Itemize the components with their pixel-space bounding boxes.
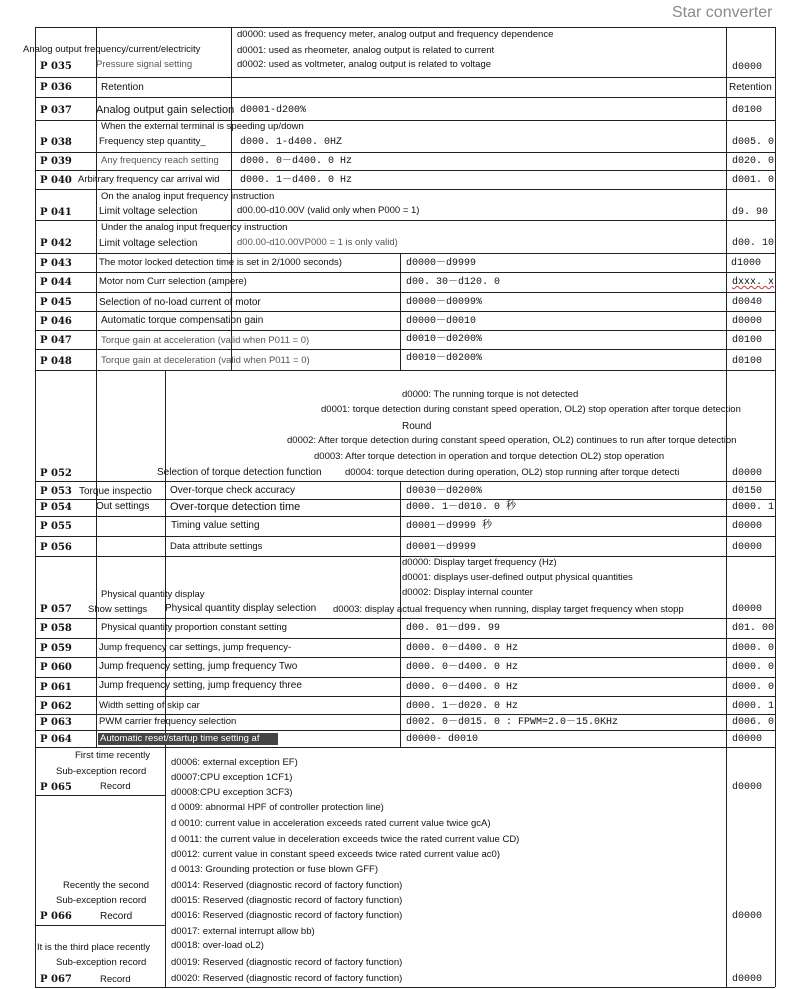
param-note: On the analog input frequency instruction — [101, 191, 275, 202]
param-name: Jump frequency setting, jump frequency Two — [99, 661, 298, 672]
param-name: Timing value setting — [171, 520, 260, 531]
record-label: Sub-exception record — [56, 766, 147, 777]
param-code: P 056 — [40, 542, 72, 553]
option-text: d0008:CPU exception 3CF3) — [171, 787, 293, 798]
range-value: d0010－d0200% — [406, 334, 483, 345]
option-text: d0001: displays user-defined output physical quantities — [402, 572, 633, 583]
default-value: d0100 — [732, 105, 763, 116]
watermark: Star converter — [672, 4, 773, 21]
option-text: d0012: current value in constant speed exceeds twice rated current value ac0) — [171, 849, 500, 860]
record-label: Record — [100, 911, 133, 922]
param-name: Selection of no-load current of motor — [99, 297, 261, 308]
param-code: P 058 — [40, 623, 72, 634]
default-value: d0100 — [732, 356, 763, 367]
default-value: d0000 — [732, 782, 763, 793]
default-value: d020. 0 — [732, 156, 775, 167]
record-label: Record — [100, 974, 131, 985]
param-name: Limit voltage selection — [99, 206, 198, 217]
option-text: d 0009: abnormal HPF of controller protection line) — [171, 802, 384, 813]
param-name: The motor locked detection time is set in 2/1000 seconds) — [99, 257, 342, 268]
record-label: Recently the second — [63, 880, 150, 891]
param-code: P 040 — [40, 175, 72, 186]
param-note: Under the analog input frequency instruction — [101, 222, 288, 233]
default-value: d0040 — [732, 297, 763, 308]
option-text: d0007:CPU exception 1CF1) — [171, 772, 293, 783]
option-text: d0020: Reserved (diagnostic record of factory function) — [171, 973, 403, 984]
default-value: d000. 0 — [732, 643, 775, 654]
default-value: d0000 — [732, 974, 763, 985]
default-value: d0000 — [732, 62, 763, 73]
param-name: Physical quantity proportion constant setting — [101, 622, 287, 633]
range-value: d000. 1－d400. 0 Hz — [240, 175, 353, 186]
default-value: d000. 1 — [732, 502, 775, 513]
default-value: d9. 90 — [732, 207, 769, 218]
param-name: Torque gain at acceleration (valid when P011 = 0) — [101, 335, 310, 346]
param-code: P 046 — [40, 316, 72, 327]
option-text: d0001: used as rheometer, analog output is related to current — [237, 45, 495, 56]
param-code: P 066 — [40, 911, 72, 922]
default-value: d0100 — [732, 335, 763, 346]
param-code: P 067 — [40, 974, 72, 985]
option-text: d0003: After torque detection in operation and torque detection OL2) stop operation — [314, 451, 665, 462]
default-value: dxxx. x — [732, 277, 775, 288]
param-group: Torque inspectio — [79, 486, 152, 497]
default-value: d006. 0 — [732, 717, 775, 728]
record-label: Sub-exception record — [56, 895, 147, 906]
param-code: P 061 — [40, 682, 72, 693]
param-code: P 042 — [40, 238, 72, 249]
param-code: P 045 — [40, 297, 72, 308]
option-text: d0014: Reserved (diagnostic record of factory function) — [171, 880, 403, 891]
option-text: d0004: torque detection during operation, OL2) stop running after torque detecti — [345, 467, 680, 478]
param-name: Retention — [101, 82, 144, 93]
record-label: Record — [100, 781, 131, 792]
option-text: d0002: used as voltmeter, analog output is related to voltage — [237, 59, 492, 70]
param-code: P 044 — [40, 277, 72, 288]
param-code: P 043 — [40, 258, 72, 269]
param-code: P 062 — [40, 701, 72, 712]
default-value: d0000 — [732, 521, 763, 532]
param-name: Data attribute settings — [170, 541, 263, 552]
param-name: Arbitrary frequency car arrival wid — [78, 174, 220, 185]
param-group-line2: Show settings — [88, 604, 148, 615]
option-text: d0015: Reserved (diagnostic record of factory function) — [171, 895, 403, 906]
range-value: d000. 0－d400. 0 Hz — [406, 662, 519, 673]
option-text: d0000: used as frequency meter, analog output and frequency dependence — [237, 29, 554, 40]
param-code: P 057 — [40, 604, 72, 615]
param-code: P 059 — [40, 643, 72, 654]
option-text: d 0011: the current value in deceleration exceeds twice the rated current value CD) — [171, 834, 520, 845]
param-code: P 053 — [40, 486, 72, 497]
option-text: d0019: Reserved (diagnostic record of factory function) — [171, 957, 403, 968]
range-value: d00.00-d10.00VP000 = 1 is only valid) — [237, 237, 398, 248]
option-text: d0003: display actual frequency when running, display target frequency when stopp — [333, 604, 684, 615]
range-value: d000. 0－d400. 0 Hz — [240, 156, 353, 167]
record-label: It is the third place recently — [37, 942, 150, 953]
range-value: d000. 1－d020. 0 Hz — [406, 701, 519, 712]
param-name: Any frequency reach setting — [101, 155, 219, 166]
option-text: d 0013: Grounding protection or fuse blown GFF) — [171, 864, 379, 875]
param-name: Over-torque detection time — [170, 501, 301, 513]
param-name: Frequency step quantity_ — [99, 136, 206, 147]
param-code: P 052 — [40, 468, 72, 479]
param-name: Selection of torque detection function — [157, 467, 322, 478]
param-code: P 037 — [40, 105, 72, 116]
default-value: d000. 0 — [732, 682, 775, 693]
option-text: d0000: Display target frequency (Hz) — [402, 557, 557, 568]
param-code: P 035 — [40, 61, 72, 72]
option-text: d 0010: current value in acceleration exceeds rated current value twice gcA) — [171, 818, 491, 829]
default-value: d000. 1 — [732, 701, 775, 712]
param-code: P 065 — [40, 782, 72, 793]
default-value: d001. 0 — [732, 175, 775, 186]
param-note: When the external terminal is speeding up/down — [101, 121, 304, 132]
option-text: d0002: After torque detection during constant speed operation, OL2) continues to run after torque detection — [287, 435, 737, 446]
option-text: d0016: Reserved (diagnostic record of factory function) — [171, 910, 403, 921]
record-label: Sub-exception record — [56, 957, 147, 968]
default-value: d005. 0 — [732, 137, 775, 148]
param-name: Physical quantity display selection — [165, 603, 317, 614]
param-group: Out settings — [96, 501, 150, 512]
default-value: d0000 — [732, 911, 763, 922]
range-value: d0001－d9999 秒 — [406, 521, 493, 532]
param-code: P 036 — [40, 82, 72, 93]
range-value: d0001－d9999 — [406, 542, 477, 553]
param-name-line2: Pressure signal setting — [96, 59, 193, 70]
default-value: d000. 0 — [732, 662, 775, 673]
option-text: d0018: over-load oL2) — [171, 940, 264, 951]
param-name: PWM carrier frequency selection — [99, 716, 237, 727]
default-value: d00. 10 — [732, 238, 775, 249]
option-text: d0000: The running torque is not detected — [402, 389, 579, 400]
default-value: d0000 — [732, 604, 763, 615]
param-name: Jump frequency car settings, jump frequency- — [99, 642, 292, 653]
option-text: d0002: Display internal counter — [402, 587, 533, 598]
range-value: d0000- d0010 — [406, 734, 479, 745]
param-code: P 064 — [40, 734, 72, 745]
option-text: Round — [402, 421, 432, 432]
range-value: d0010－d0200% — [406, 353, 483, 364]
record-label: First time recently — [75, 750, 150, 761]
option-text: d0001: torque detection during constant speed operation, OL2) stop operation after torque detection — [321, 404, 741, 415]
param-name: Analog output frequency/current/electricity — [23, 44, 201, 55]
param-code: P 039 — [40, 156, 72, 167]
param-code: P 041 — [40, 207, 72, 218]
range-value: d000. 1-d400. 0HZ — [240, 137, 343, 148]
default-value: d0000 — [732, 316, 763, 327]
range-value: d002. 0－d015. 0 : FPWM=2.0－15.0KHz — [406, 717, 619, 728]
param-code: P 060 — [40, 662, 72, 673]
range-value: d0000－d0099% — [406, 297, 483, 308]
param-code: P 063 — [40, 717, 72, 728]
param-name: Automatic torque compensation gain — [101, 315, 264, 326]
range-value: d00.00-d10.00V (valid only when P000 = 1) — [237, 205, 420, 216]
param-code: P 038 — [40, 137, 72, 148]
default-value: Retention — [729, 82, 772, 93]
param-code: P 047 — [40, 335, 72, 346]
default-value: d1000 — [731, 258, 762, 269]
param-name: Limit voltage selection — [99, 238, 198, 249]
range-value: d000. 0－d400. 0 Hz — [406, 643, 519, 654]
option-text: d0017: external interrupt allow bb) — [171, 926, 315, 937]
default-value: d0000 — [732, 468, 763, 479]
default-value: d0000 — [732, 734, 763, 745]
param-name: Width setting of skip car — [99, 700, 200, 711]
range-value: d0001-d200% — [240, 105, 307, 116]
default-value: d0000 — [732, 542, 763, 553]
param-code: P 048 — [40, 356, 72, 367]
range-value: d000. 1－d010. 0 秒 — [406, 502, 517, 513]
param-name: Automatic reset/startup time setting af — [98, 733, 278, 745]
range-value: d00. 30－d120. 0 — [406, 277, 501, 288]
param-name: Over-torque check accuracy — [170, 485, 296, 496]
range-value: d0000－d0010 — [406, 316, 477, 327]
param-code: P 055 — [40, 521, 72, 532]
range-value: d0000－d9999 — [406, 258, 477, 269]
param-name: Motor nom Curr selection (ampere) — [99, 276, 247, 287]
range-value: d000. 0－d400. 0 Hz — [406, 682, 519, 693]
param-group: Physical quantity display — [101, 589, 205, 600]
param-name: Jump frequency setting, jump frequency three — [99, 680, 302, 691]
param-name: Analog output gain selection — [96, 104, 235, 116]
default-value: d01. 00 — [732, 623, 775, 634]
range-value: d00. 01－d99. 99 — [406, 623, 501, 634]
param-name: Torque gain at deceleration (valid when P011 = 0) — [101, 355, 310, 366]
range-value: d0030－d0200% — [406, 486, 483, 497]
default-value: d0150 — [732, 486, 763, 497]
param-code: P 054 — [40, 502, 72, 513]
option-text: d0006: external exception EF) — [171, 757, 298, 768]
